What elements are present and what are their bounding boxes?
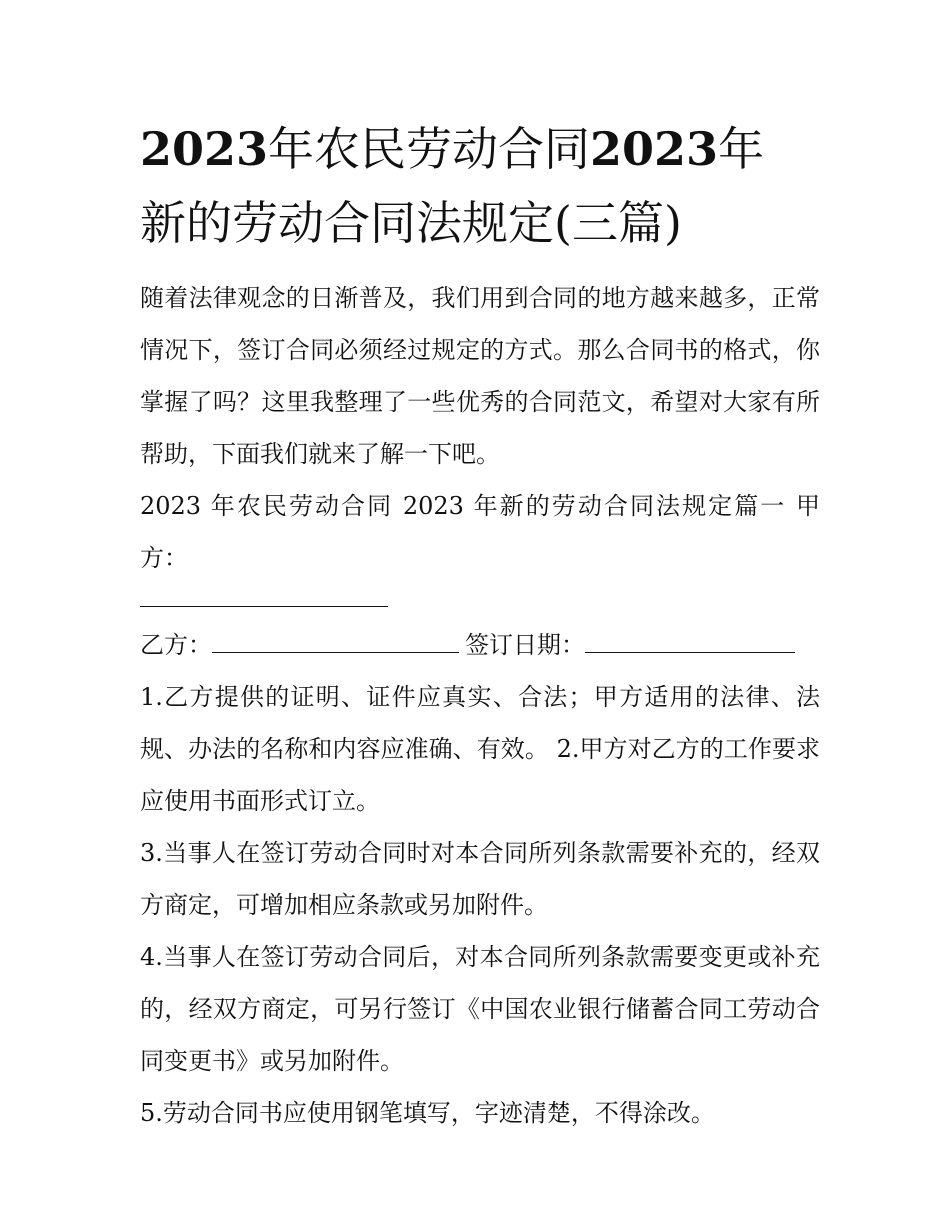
party-a-blank — [140, 584, 388, 607]
intro-paragraph: 随着法律观念的日渐普及，我们用到合同的地方越来越多，正常情况下，签订合同必须经过规定的方式。那么合同书的格式，你掌握了吗？这里我整理了一些优秀的合同范文，希望对大家有所帮助，下面我们就来了解一下吧。 — [140, 284, 820, 468]
title-text-2: 年 — [718, 122, 765, 176]
clause-5: 5.劳动合同书应使用钢笔填写，字迹清楚，不得涂改。 — [140, 1099, 715, 1127]
clause-4: 4.当事人在签订劳动合同后，对本合同所列条款需要变更或补充的，经双方商定，可另行签订《中国农业银行储蓄合同工劳动合同变更书》或另加附件。 — [140, 943, 820, 1075]
document-title — [140, 112, 820, 260]
title-line-2: 新的劳动合同法规定(三篇) — [140, 196, 682, 250]
clause-1-2: 1.乙方提供的证明、证件应真实、合法；甲方适用的法律、法规、办法的名称和内容应准确、有效。 2.甲方对乙方的工作要求应使用书面形式订立。 — [140, 683, 820, 815]
party-b-label: 乙方： — [140, 631, 212, 659]
title-text-1: 年农民劳动合同 — [268, 122, 591, 176]
sign-date-blank — [585, 630, 795, 653]
party-b-row — [140, 619, 820, 671]
clause-3: 3.当事人在签订劳动合同时对本合同所列条款需要补充的，经双方商定，可增加相应条款或另加附件。 — [140, 839, 820, 919]
party-b-blank — [212, 630, 459, 653]
section-heading: 2023 年农民劳动合同 2023 年新的劳动合同法规定篇一 甲方： — [140, 492, 820, 572]
sign-date-label: 签订日期： — [465, 631, 585, 659]
title-year-1: 2023 — [140, 122, 269, 176]
title-year-2: 2023 — [590, 122, 719, 176]
document-page — [140, 112, 820, 1139]
party-a-blank-row — [140, 584, 820, 607]
